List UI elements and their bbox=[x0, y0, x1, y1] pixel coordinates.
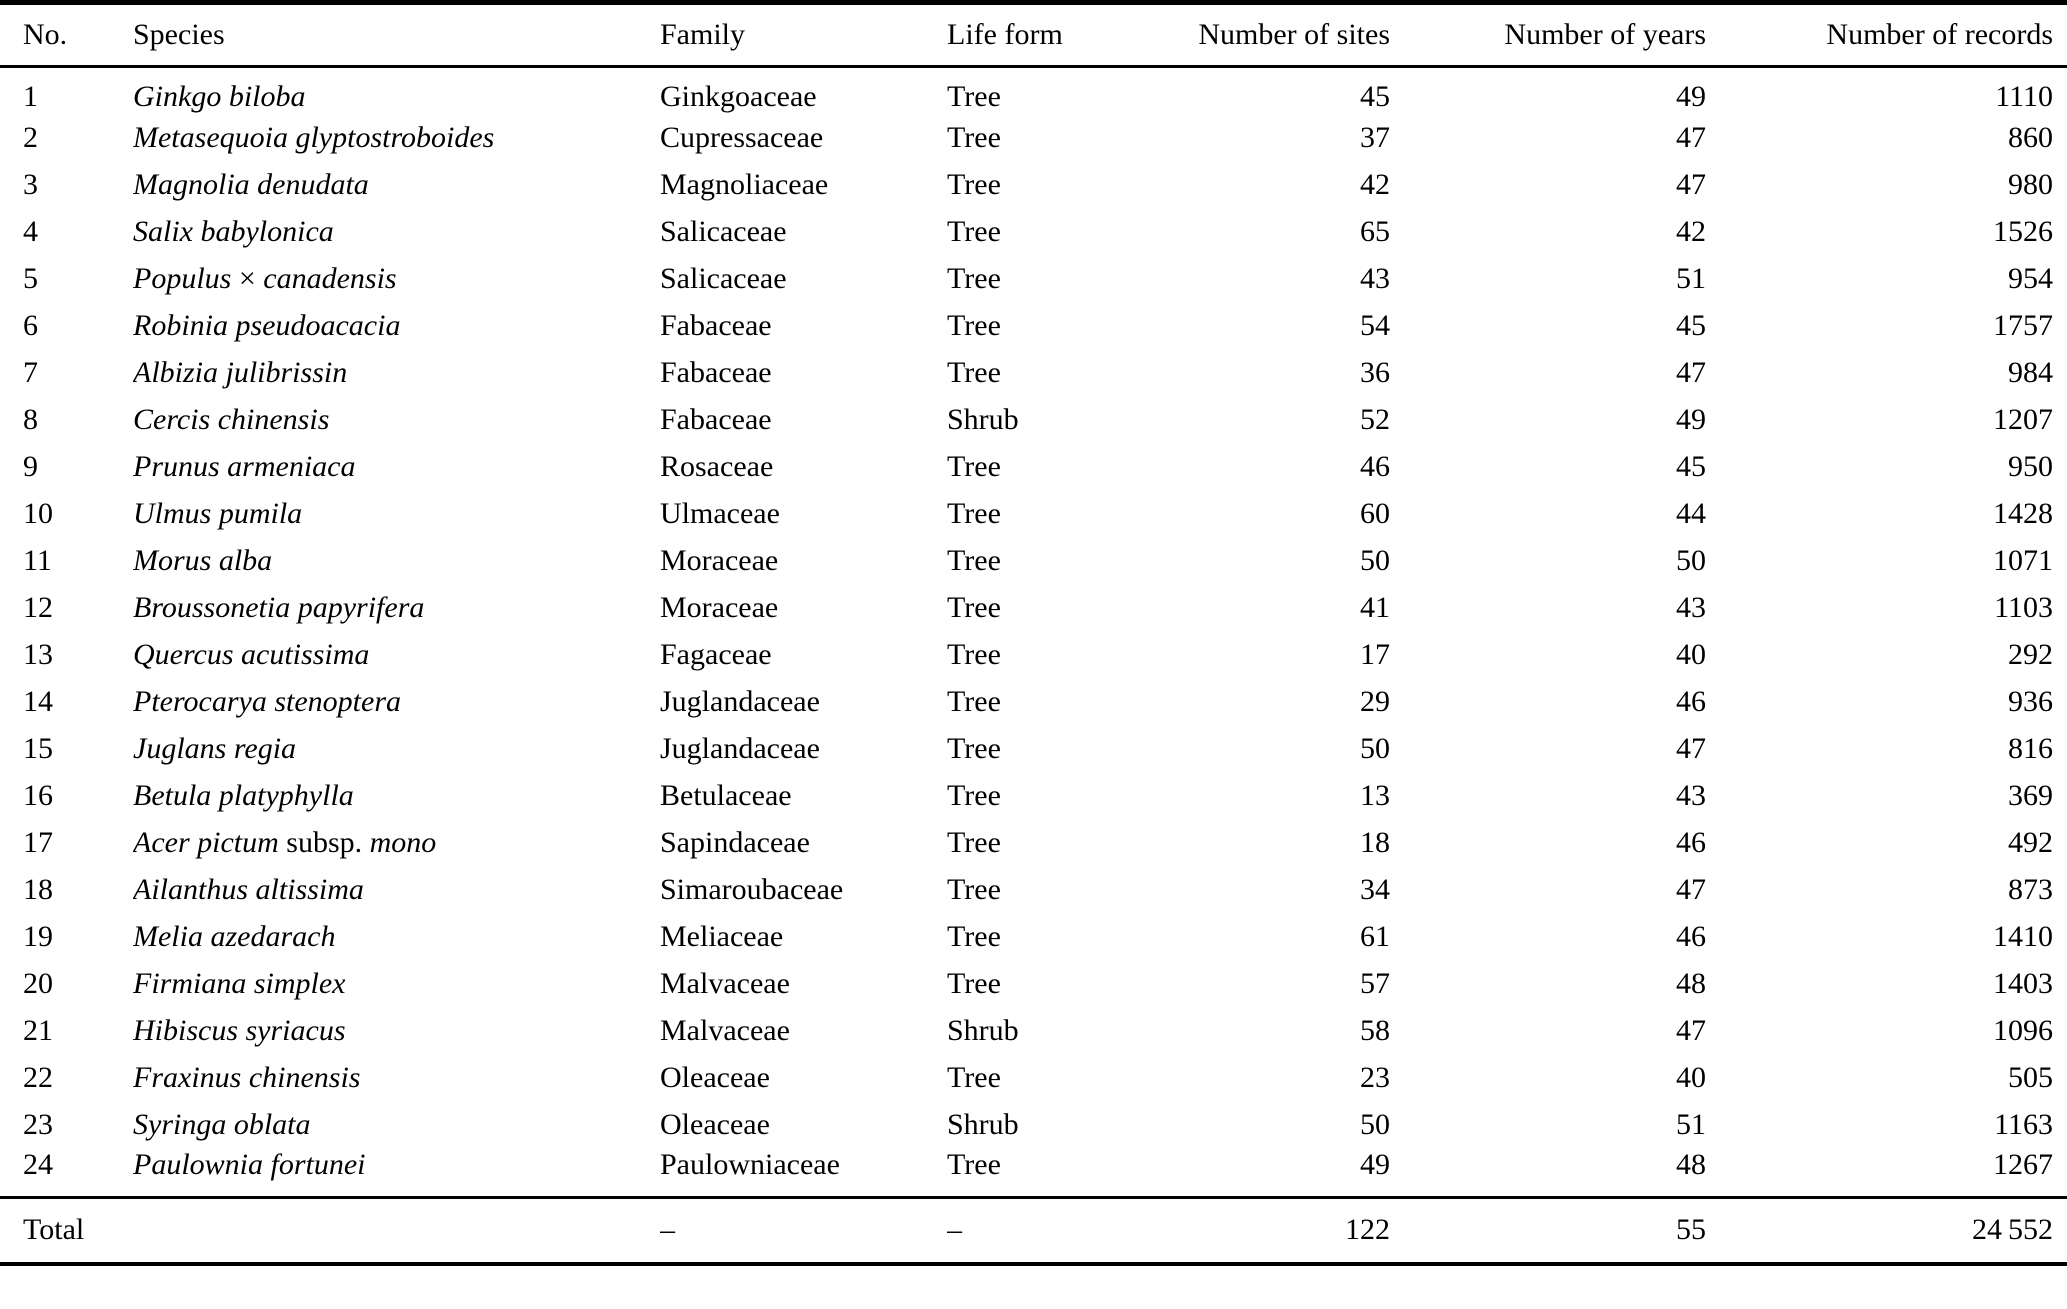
family-cell: Fabaceae bbox=[660, 402, 772, 436]
total-sites: 122 bbox=[1345, 1213, 1390, 1247]
table-row bbox=[0, 631, 2067, 678]
records-count: 505 bbox=[2008, 1060, 2053, 1094]
species-name: Magnolia denudata bbox=[133, 167, 369, 201]
family-cell: Paulowniaceae bbox=[660, 1148, 840, 1181]
row-number: 10 bbox=[23, 496, 53, 530]
sites-count: 65 bbox=[1360, 214, 1390, 248]
family-cell: Simaroubaceae bbox=[660, 872, 844, 906]
family-cell: Fabaceae bbox=[660, 308, 772, 342]
records-count: 1410 bbox=[1993, 919, 2053, 953]
family-cell: Ulmaceae bbox=[660, 496, 780, 530]
family-cell: Magnoliaceae bbox=[660, 167, 829, 201]
row-number: 11 bbox=[23, 543, 52, 577]
years-count: 47 bbox=[1676, 355, 1706, 389]
life-form-cell: Shrub bbox=[947, 1107, 1019, 1141]
records-count: 1267 bbox=[1993, 1148, 2053, 1181]
years-count: 46 bbox=[1676, 684, 1706, 718]
header-records: Number of records bbox=[1826, 18, 2053, 51]
life-form-cell: Tree bbox=[947, 637, 1001, 671]
life-form-cell: Tree bbox=[947, 872, 1001, 906]
life-form-cell: Tree bbox=[947, 919, 1001, 953]
table-row bbox=[0, 1007, 2067, 1054]
life-form-cell: Tree bbox=[947, 966, 1001, 1000]
table-row bbox=[0, 114, 2067, 161]
total-life-form-dash: – bbox=[947, 1213, 962, 1247]
records-count: 984 bbox=[2008, 355, 2053, 389]
sites-count: 34 bbox=[1360, 872, 1390, 906]
species-name: Quercus acutissima bbox=[133, 637, 370, 671]
records-count: 1403 bbox=[1993, 966, 2053, 1000]
family-cell: Sapindaceae bbox=[660, 825, 810, 859]
years-count: 42 bbox=[1676, 214, 1706, 248]
species-name: Ailanthus altissima bbox=[133, 872, 364, 906]
life-form-cell: Tree bbox=[947, 496, 1001, 530]
row-number: 13 bbox=[23, 637, 53, 671]
header-row bbox=[0, 3, 2067, 67]
years-count: 40 bbox=[1676, 1060, 1706, 1094]
family-cell: Salicaceae bbox=[660, 261, 787, 295]
family-cell: Salicaceae bbox=[660, 214, 787, 248]
row-number: 16 bbox=[23, 778, 53, 812]
table-row bbox=[0, 302, 2067, 349]
sites-count: 45 bbox=[1360, 80, 1390, 113]
life-form-cell: Tree bbox=[947, 214, 1001, 248]
total-years: 55 bbox=[1676, 1213, 1706, 1247]
years-count: 43 bbox=[1676, 778, 1706, 812]
row-number: 2 bbox=[23, 120, 38, 154]
records-count: 936 bbox=[2008, 684, 2053, 718]
header-sites: Number of sites bbox=[1198, 18, 1390, 51]
row-number: 22 bbox=[23, 1060, 53, 1094]
species-name: Morus alba bbox=[133, 543, 273, 577]
life-form-cell: Tree bbox=[947, 1148, 1001, 1181]
years-count: 45 bbox=[1676, 449, 1706, 483]
species-name: Acer pictum subsp. mono bbox=[133, 825, 437, 859]
species-name: Ginkgo biloba bbox=[133, 80, 306, 113]
life-form-cell: Tree bbox=[947, 308, 1001, 342]
table-row bbox=[0, 349, 2067, 396]
records-count: 873 bbox=[2008, 872, 2053, 906]
records-count: 492 bbox=[2008, 825, 2053, 859]
life-form-cell: Tree bbox=[947, 825, 1001, 859]
row-number: 23 bbox=[23, 1107, 53, 1141]
sites-count: 17 bbox=[1360, 637, 1390, 671]
species-name: Prunus armeniaca bbox=[133, 449, 356, 483]
years-count: 48 bbox=[1676, 1148, 1706, 1181]
sites-count: 37 bbox=[1360, 120, 1390, 154]
table-row bbox=[0, 255, 2067, 302]
species-name: Betula platyphylla bbox=[133, 778, 354, 812]
family-cell: Fabaceae bbox=[660, 355, 772, 389]
row-number: 3 bbox=[23, 167, 38, 201]
species-name: Salix babylonica bbox=[133, 214, 334, 248]
records-count: 292 bbox=[2008, 637, 2053, 671]
life-form-cell: Tree bbox=[947, 543, 1001, 577]
row-number: 15 bbox=[23, 731, 53, 765]
row-number: 9 bbox=[23, 449, 38, 483]
records-count: 1163 bbox=[1994, 1107, 2053, 1141]
sites-count: 60 bbox=[1360, 496, 1390, 530]
sites-count: 13 bbox=[1360, 778, 1390, 812]
years-count: 47 bbox=[1676, 872, 1706, 906]
species-name: Fraxinus chinensis bbox=[133, 1060, 361, 1094]
species-name: Juglans regia bbox=[133, 731, 297, 765]
table-row bbox=[0, 67, 2067, 115]
table-row bbox=[0, 1148, 2067, 1198]
records-count: 1428 bbox=[1993, 496, 2053, 530]
sites-count: 23 bbox=[1360, 1060, 1390, 1094]
years-count: 48 bbox=[1676, 966, 1706, 1000]
life-form-cell: Tree bbox=[947, 684, 1001, 718]
life-form-cell: Tree bbox=[947, 261, 1001, 295]
records-count: 1526 bbox=[1993, 214, 2053, 248]
life-form-cell: Tree bbox=[947, 731, 1001, 765]
row-number: 17 bbox=[23, 825, 53, 859]
records-count: 860 bbox=[2008, 120, 2053, 154]
header-life-form: Life form bbox=[947, 18, 1063, 51]
records-count: 1757 bbox=[1993, 308, 2053, 342]
species-name: Firmiana simplex bbox=[133, 966, 346, 1000]
years-count: 40 bbox=[1676, 637, 1706, 671]
sites-count: 50 bbox=[1360, 543, 1390, 577]
family-cell: Moraceae bbox=[660, 543, 779, 577]
years-count: 44 bbox=[1676, 496, 1706, 530]
total-row bbox=[0, 1198, 2067, 1264]
table-row bbox=[0, 584, 2067, 631]
total-family-dash: – bbox=[660, 1213, 675, 1247]
family-cell: Ginkgoaceae bbox=[660, 80, 817, 113]
records-count: 1207 bbox=[1993, 402, 2053, 436]
sites-count: 54 bbox=[1360, 308, 1390, 342]
row-number: 12 bbox=[23, 590, 53, 624]
species-name: Albizia julibrissin bbox=[133, 355, 348, 389]
years-count: 49 bbox=[1676, 402, 1706, 436]
sites-count: 46 bbox=[1360, 449, 1390, 483]
species-name: Pterocarya stenoptera bbox=[133, 684, 401, 718]
row-number: 5 bbox=[23, 261, 38, 295]
records-count: 1110 bbox=[1995, 80, 2053, 113]
records-count: 816 bbox=[2008, 731, 2053, 765]
table-row bbox=[0, 396, 2067, 443]
years-count: 47 bbox=[1676, 167, 1706, 201]
total-records: 24 552 bbox=[1971, 1213, 2053, 1247]
species-name: Broussonetia papyrifera bbox=[133, 590, 425, 624]
species-name: Robinia pseudoacacia bbox=[133, 308, 401, 342]
years-count: 51 bbox=[1676, 1107, 1706, 1141]
species-name: Syringa oblata bbox=[133, 1107, 311, 1141]
table-row bbox=[0, 537, 2067, 584]
records-count: 1103 bbox=[1994, 590, 2053, 624]
sites-count: 42 bbox=[1360, 167, 1390, 201]
table-row bbox=[0, 678, 2067, 725]
life-form-cell: Shrub bbox=[947, 1013, 1019, 1047]
table-row bbox=[0, 208, 2067, 255]
life-form-cell: Tree bbox=[947, 449, 1001, 483]
life-form-cell: Tree bbox=[947, 120, 1001, 154]
row-number: 14 bbox=[23, 684, 53, 718]
total-label: Total bbox=[23, 1213, 85, 1247]
row-number: 21 bbox=[23, 1013, 53, 1047]
species-name: Hibiscus syriacus bbox=[133, 1013, 346, 1047]
species-name: Populus × canadensis bbox=[133, 261, 397, 295]
family-cell: Meliaceae bbox=[660, 919, 784, 953]
species-name: Metasequoia glyptostroboides bbox=[133, 120, 495, 154]
sites-count: 36 bbox=[1360, 355, 1390, 389]
row-number: 7 bbox=[23, 355, 38, 389]
sites-count: 50 bbox=[1360, 1107, 1390, 1141]
years-count: 51 bbox=[1676, 261, 1706, 295]
sites-count: 41 bbox=[1360, 590, 1390, 624]
table-row bbox=[0, 960, 2067, 1007]
sites-count: 29 bbox=[1360, 684, 1390, 718]
table-row bbox=[0, 161, 2067, 208]
family-cell: Malvaceae bbox=[660, 966, 790, 1000]
records-count: 369 bbox=[2008, 778, 2053, 812]
years-count: 47 bbox=[1676, 731, 1706, 765]
header-family: Family bbox=[660, 18, 746, 51]
life-form-cell: Tree bbox=[947, 778, 1001, 812]
header-no: No. bbox=[23, 18, 68, 51]
table-row bbox=[0, 1054, 2067, 1101]
header-species: Species bbox=[133, 18, 225, 51]
family-cell: Fagaceae bbox=[660, 637, 772, 671]
species-name: Ulmus pumila bbox=[133, 496, 303, 530]
records-count: 980 bbox=[2008, 167, 2053, 201]
table-row bbox=[0, 443, 2067, 490]
sites-count: 57 bbox=[1360, 966, 1390, 1000]
table-row bbox=[0, 866, 2067, 913]
years-count: 45 bbox=[1676, 308, 1706, 342]
years-count: 47 bbox=[1676, 1013, 1706, 1047]
sites-count: 58 bbox=[1360, 1013, 1390, 1047]
years-count: 50 bbox=[1676, 543, 1706, 577]
family-cell: Moraceae bbox=[660, 590, 779, 624]
family-cell: Malvaceae bbox=[660, 1013, 790, 1047]
years-count: 47 bbox=[1676, 120, 1706, 154]
family-cell: Oleaceae bbox=[660, 1107, 770, 1141]
years-count: 43 bbox=[1676, 590, 1706, 624]
table-row bbox=[0, 490, 2067, 537]
species-name: Melia azedarach bbox=[133, 919, 336, 953]
years-count: 46 bbox=[1676, 825, 1706, 859]
family-cell: Betulaceae bbox=[660, 778, 792, 812]
life-form-cell: Tree bbox=[947, 1060, 1001, 1094]
life-form-cell: Tree bbox=[947, 590, 1001, 624]
years-count: 49 bbox=[1676, 80, 1706, 113]
row-number: 1 bbox=[23, 80, 38, 113]
row-number: 19 bbox=[23, 919, 53, 953]
years-count: 46 bbox=[1676, 919, 1706, 953]
table-row bbox=[0, 819, 2067, 866]
table-row bbox=[0, 913, 2067, 960]
sites-count: 43 bbox=[1360, 261, 1390, 295]
life-form-cell: Tree bbox=[947, 167, 1001, 201]
records-count: 954 bbox=[2008, 261, 2053, 295]
table-row bbox=[0, 1101, 2067, 1148]
row-number: 20 bbox=[23, 966, 53, 1000]
row-number: 8 bbox=[23, 402, 38, 436]
sites-count: 18 bbox=[1360, 825, 1390, 859]
family-cell: Rosaceae bbox=[660, 449, 774, 483]
header-years: Number of years bbox=[1504, 18, 1706, 51]
records-count: 1096 bbox=[1993, 1013, 2053, 1047]
sites-count: 50 bbox=[1360, 731, 1390, 765]
row-number: 24 bbox=[23, 1148, 53, 1181]
row-number: 4 bbox=[23, 214, 38, 248]
sites-count: 52 bbox=[1360, 402, 1390, 436]
life-form-cell: Shrub bbox=[947, 402, 1019, 436]
sites-count: 61 bbox=[1360, 919, 1390, 953]
sites-count: 49 bbox=[1360, 1148, 1390, 1181]
family-cell: Oleaceae bbox=[660, 1060, 770, 1094]
species-name: Cercis chinensis bbox=[133, 402, 330, 436]
row-number: 18 bbox=[23, 872, 53, 906]
row-number: 6 bbox=[23, 308, 38, 342]
species-name: Paulownia fortunei bbox=[133, 1148, 366, 1181]
table-row bbox=[0, 772, 2067, 819]
life-form-cell: Tree bbox=[947, 80, 1001, 113]
family-cell: Juglandaceae bbox=[660, 684, 820, 718]
table-row bbox=[0, 725, 2067, 772]
life-form-cell: Tree bbox=[947, 355, 1001, 389]
family-cell: Juglandaceae bbox=[660, 731, 820, 765]
family-cell: Cupressaceae bbox=[660, 120, 824, 154]
records-count: 950 bbox=[2008, 449, 2053, 483]
records-count: 1071 bbox=[1993, 543, 2053, 577]
